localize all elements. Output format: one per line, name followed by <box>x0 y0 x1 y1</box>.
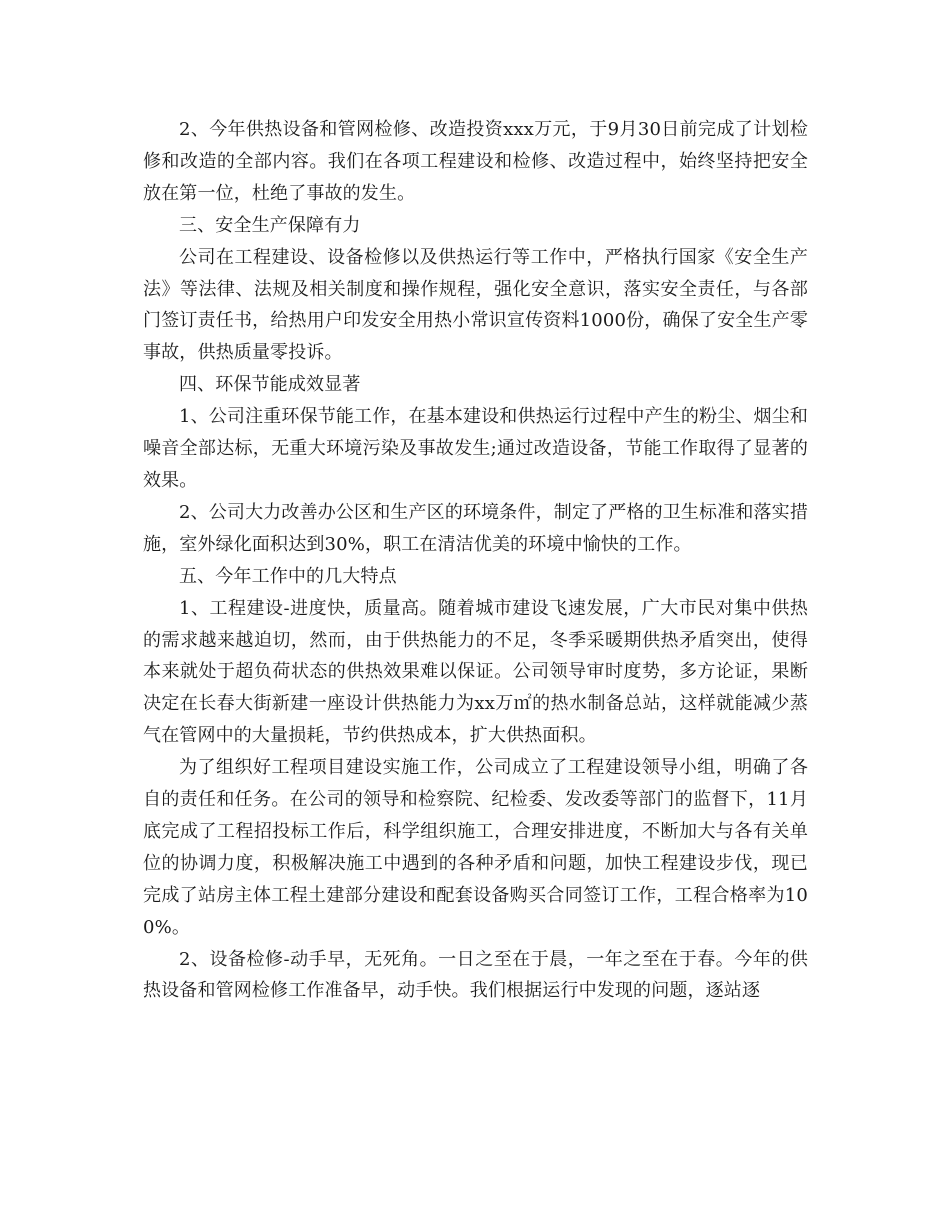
document-body <box>143 114 808 1007</box>
paragraph-safety: 公司在工程建设、设备检修以及供热运行等工作中，严格执行国家《安全生产法》等法律、法规及相关制度和操作规程，强化安全意识，落实安全责任，与各部门签订责任书，给热用户印发安全用热小常识宣传资料1000份，确保了安全生产零事故，供热质量零投诉。 <box>143 246 808 364</box>
heading-safety-production: 三、安全生产保障有力 <box>179 214 361 236</box>
paragraph-maintenance: 2、设备检修-动手早，无死角。一日之至在于晨，一年之至在于春。今年的供热设备和管网检修工作准备早，动手快。我们根据运行中发现的问题，逐站逐 <box>143 948 808 1002</box>
paragraph-energy-saving: 1、公司注重环保节能工作，在基本建设和供热运行过程中产生的粉尘、烟尘和噪音全部达标，无重大环境污染及事故发生;通过改造设备，节能工作取得了显著的效果。 <box>143 406 808 491</box>
heading-features: 五、今年工作中的几大特点 <box>179 565 397 587</box>
paragraph-greening: 2、公司大力改善办公区和生产区的环境条件，制定了严格的卫生标准和落实措施，室外绿化面积达到30%，职工在清洁优美的环境中愉快的工作。 <box>143 501 808 555</box>
heading-environment: 四、环保节能成效显著 <box>179 374 361 396</box>
paragraph-construction: 1、工程建设-进度快，质量高。随着城市建设飞速发展，广大市民对集中供热的需求越来越迫切，然而，由于供热能力的不足，冬季采暖期供热矛盾突出，使得本来就处于超负荷状态的供热效果难以保证。公司领导审时度势，多方论证，果断决定在长春大街新建一座设计供热能力为xx万㎡的热水制备总站，这样就能减少蒸气在管网中的大量损耗，节约供热成本，扩大供热面积。 <box>143 597 808 747</box>
paragraph-project-organization: 为了组织好工程项目建设实施工作，公司成立了工程建设领导小组，明确了各自的责任和任务。在公司的领导和检察院、纪检委、发改委等部门的监督下，11月底完成了工程招投标工作后，科学组织施工，合理安排进度，不断加大与各有关单位的协调力度，积极解决施工中遇到的各种矛盾和问题，加快工程建设步伐，现已完成了站房主体工程土建部分建设和配套设备购买合同签订工作，工程合格率为100%。 <box>143 757 808 938</box>
paragraph-investment: 2、今年供热设备和管网检修、改造投资xxx万元，于9月30日前完成了计划检修和改造的全部内容。我们在各项工程建设和检修、改造过程中，始终坚持把安全放在第一位，杜绝了事故的发生。 <box>143 119 808 204</box>
